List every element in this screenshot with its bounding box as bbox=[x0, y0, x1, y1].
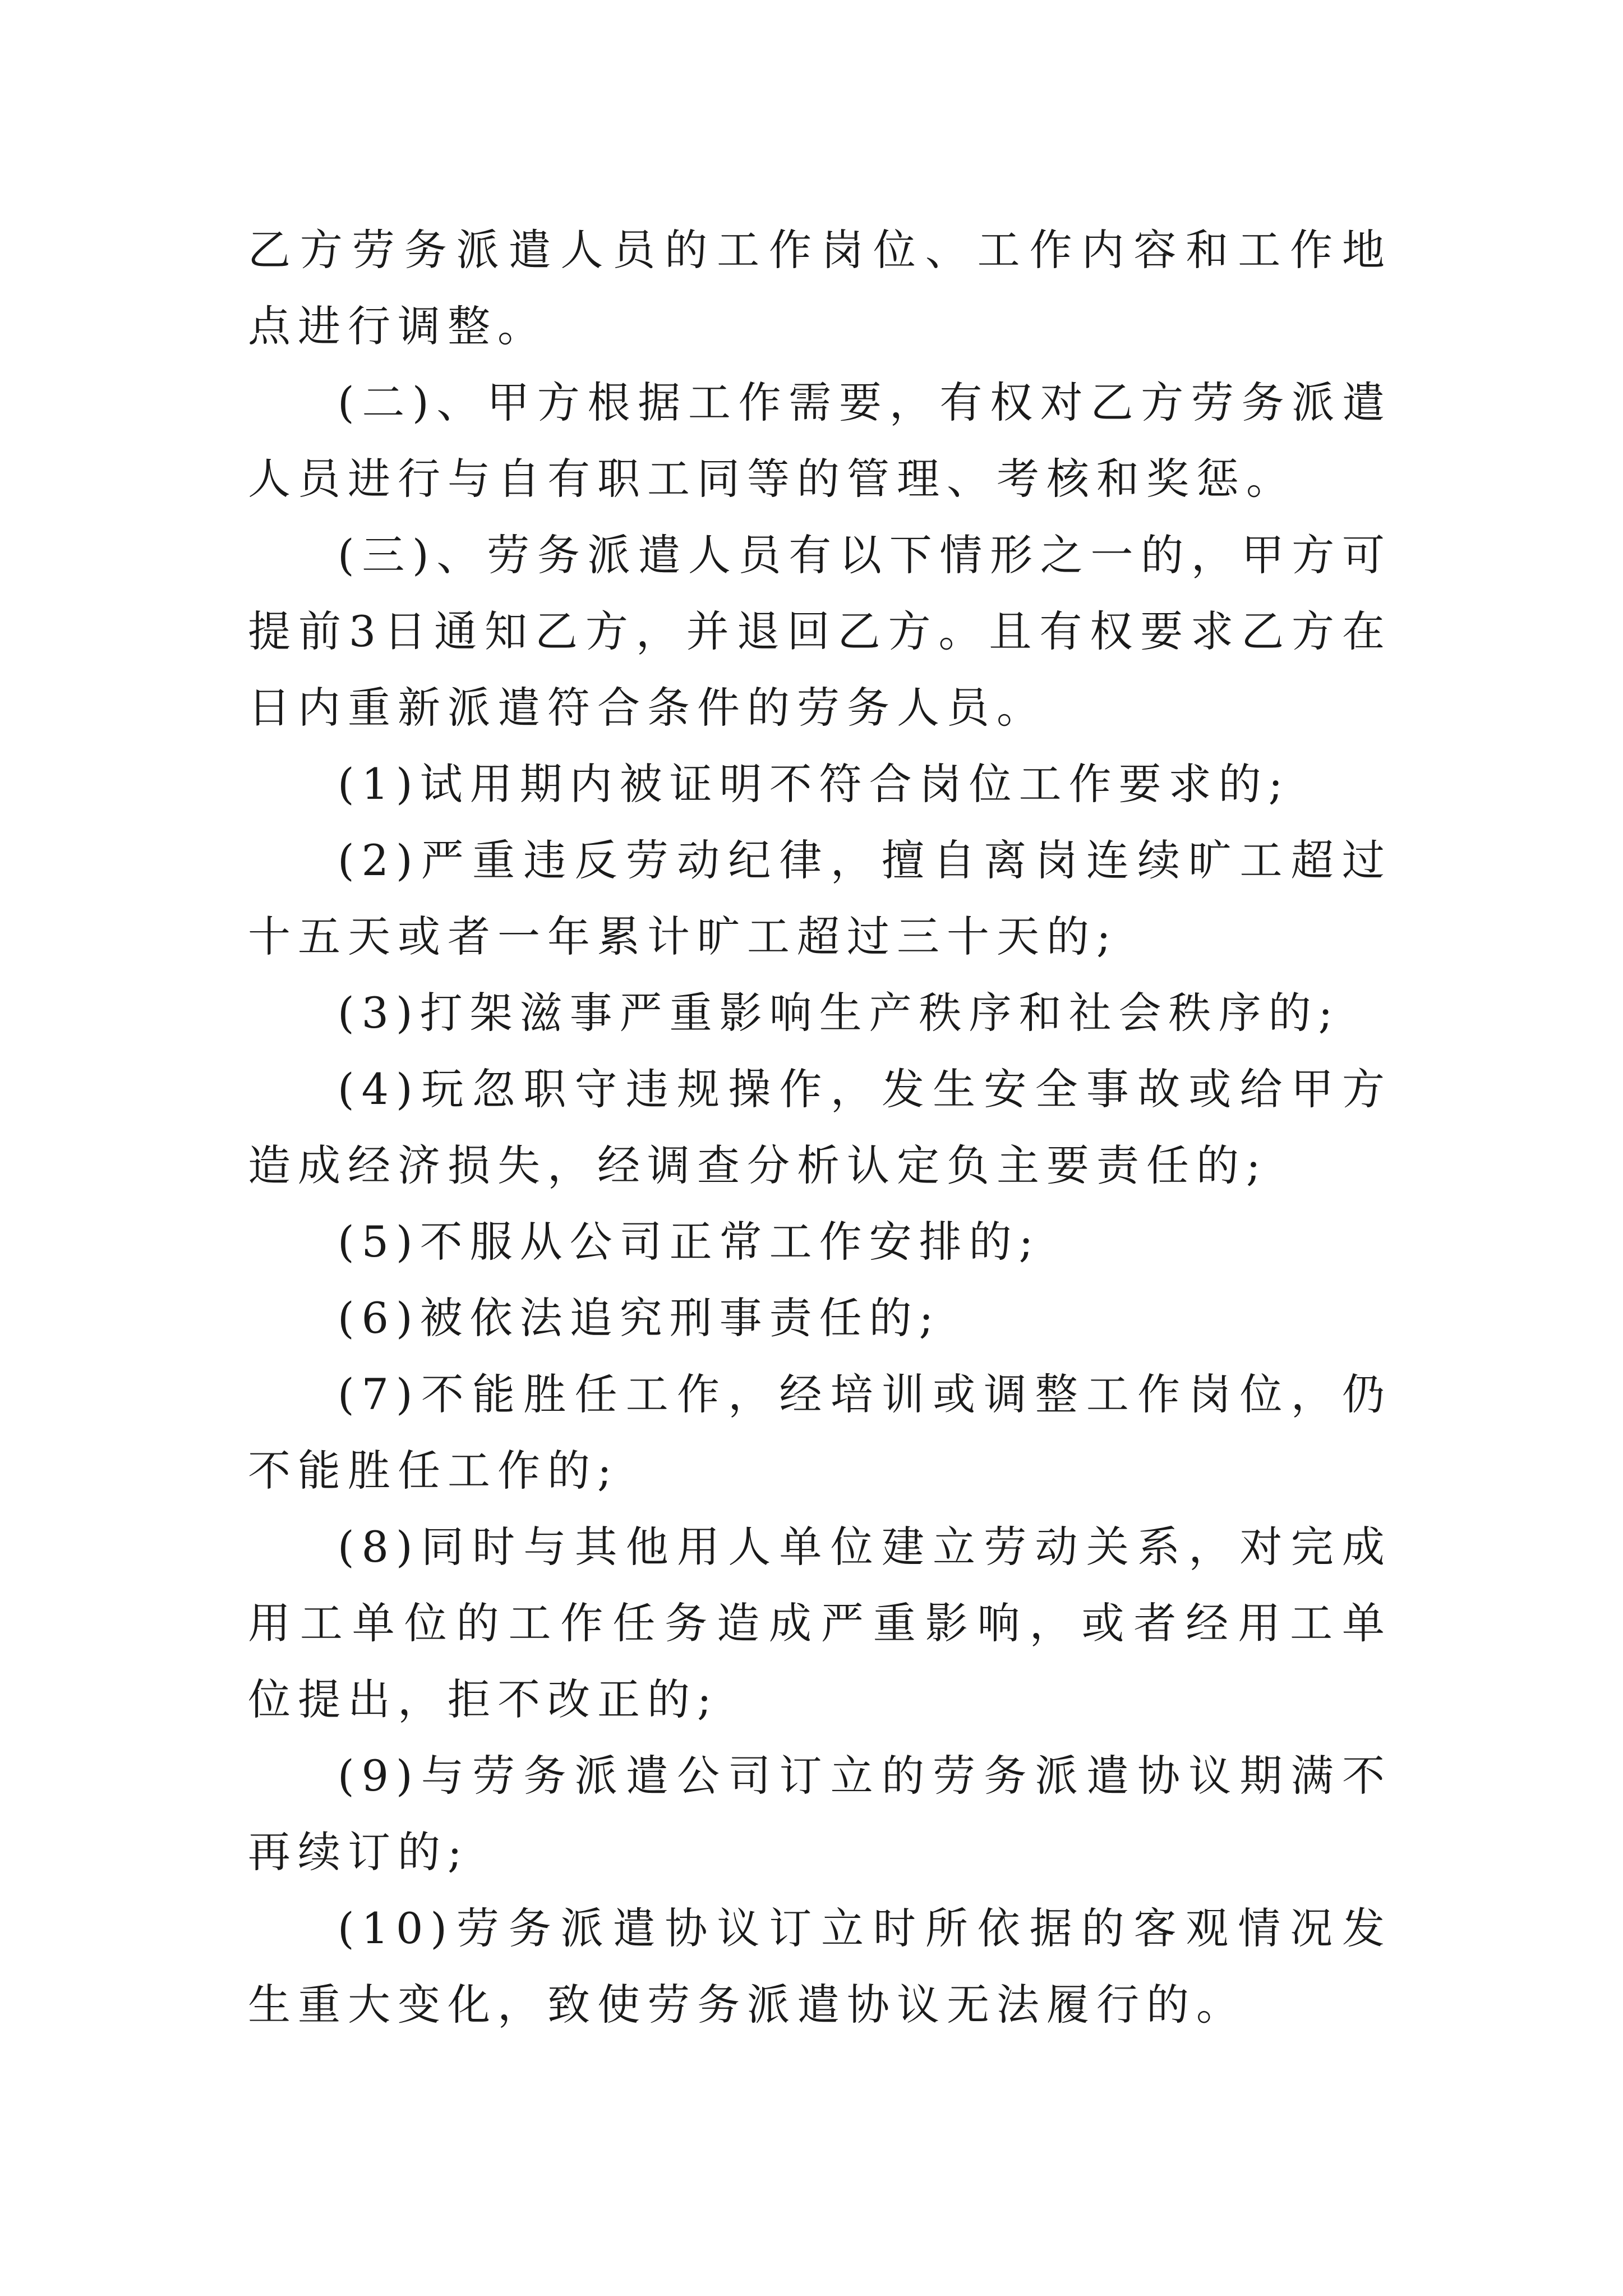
list-item-8: (8)同时与其他用人单位建立劳动关系，对完成用工单位的工作任务造成严重影响，或者经用工单位提出，拒不改正的; bbox=[248, 1522, 1392, 1724]
list-item-10: (10)劳务派遣协议订立时所依据的客观情况发生重大变化，致使劳务派遣协议无法履行的。 bbox=[248, 1903, 1392, 2030]
paragraph-clause-3: (三)、劳务派遣人员有以下情形之一的，甲方可提前3日通知乙方，并退回乙方。且有权要求乙方在 日内重新派遣符合条件的劳务人员。 bbox=[248, 530, 1392, 733]
list-item-2: (2)严重违反劳动纪律，擅自离岗连续旷工超过十五天或者一年累计旷工超过三十天的; bbox=[248, 835, 1392, 961]
list-item-4: (4)玩忽职守违规操作，发生安全事故或给甲方造成经济损失，经调查分析认定负主要责任的; bbox=[248, 1064, 1392, 1190]
list-item-9: (9)与劳务派遣公司订立的劳务派遣协议期满不再续订的; bbox=[248, 1751, 1392, 1877]
list-item-6: (6)被依法追究刑事责任的; bbox=[338, 1293, 941, 1343]
list-item-5: (5)不服从公司正常工作安排的; bbox=[338, 1217, 1041, 1267]
list-item-7: (7)不能胜任工作，经培训或调整工作岗位，仍不能胜任工作的; bbox=[248, 1369, 1392, 1496]
paragraph-clause-2: (二)、甲方根据工作需要，有权对乙方劳务派遣人员进行与自有职工同等的管理、考核和奖惩。 bbox=[248, 378, 1392, 504]
paragraph-continuation: 乙方劳务派遣人员的工作岗位、工作内容和工作地点进行调整。 bbox=[248, 225, 1392, 351]
list-item-1: (1)试用期内被证明不符合岗位工作要求的; bbox=[338, 759, 1290, 809]
list-item-3: (3)打架滋事严重影响生产秩序和社会秩序的; bbox=[338, 988, 1340, 1038]
document-body bbox=[248, 212, 1392, 2043]
